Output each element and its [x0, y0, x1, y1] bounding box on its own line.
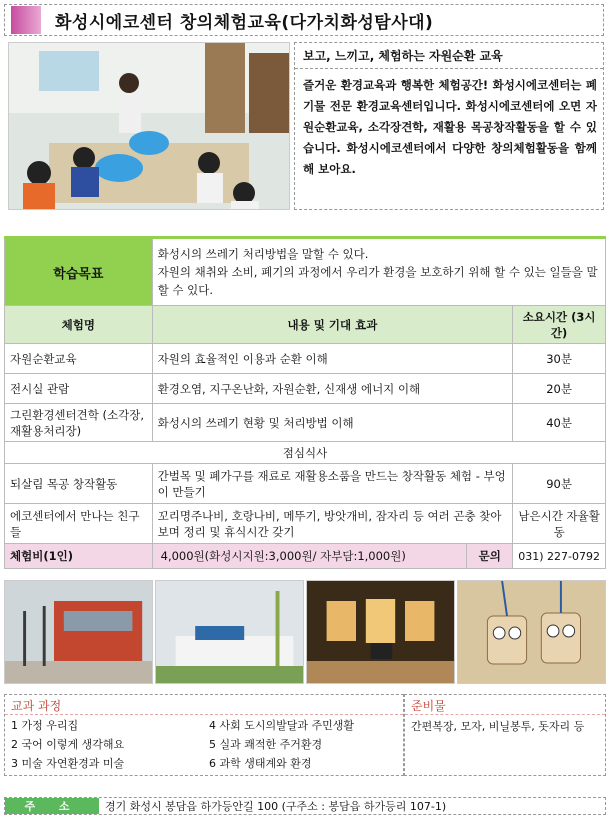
curriculum-item: 1 가정 우리집	[11, 719, 79, 732]
intro-body: 즐거운 환경교육과 행복한 체험공간! 화성시에코센터는 폐기물 전문 환경교육센터입니다. 화성시에코센터에 오면 자원순환교육, 소각장견학, 재활용 목공창작활동을 할 수 있습니다. 화성시에코센터에서 다양한 창의체험활동을 함께 해 보아요.	[303, 78, 597, 176]
prep-title: 준비물	[405, 695, 605, 715]
address-text: 경기 화성시 봉담읍 하가등안길 100 (구주소 : 봉담읍 하가등리 107-1)	[105, 800, 447, 813]
title-accent	[11, 6, 41, 34]
goal-line-1: 화성시의 쓰레기 처리방법을 말할 수 있다.	[157, 247, 369, 261]
row-time: 30분	[513, 344, 606, 374]
owl-craft-photo	[457, 580, 606, 684]
exhibition-hall-photo	[306, 580, 455, 684]
curriculum-box	[4, 694, 404, 776]
curriculum-item: 3 미술 자연환경과 미술	[11, 757, 125, 770]
fee-value: 4,000원(화성시지원:3,000원/ 자부담:1,000원)	[160, 549, 406, 563]
fee-label: 체험비(1인)	[5, 544, 153, 569]
row-name: 자원순환교육	[5, 344, 153, 374]
curriculum-item: 2 국어 이렇게 생각해요	[11, 738, 125, 751]
row-time: 90분	[513, 464, 606, 504]
table-row	[5, 504, 606, 544]
row-time: 남은시간 자율활동	[513, 504, 606, 544]
row-time: 40분	[513, 404, 606, 442]
goal-text	[152, 238, 605, 306]
table-row	[5, 374, 606, 404]
curriculum-item: 5 실과 쾌적한 주거환경	[209, 738, 323, 751]
address-label: 주 소	[5, 798, 99, 814]
header-time: 소요시간 (3시간)	[513, 306, 606, 344]
lunch-row	[5, 442, 606, 464]
row-name: 에코센터에서 만나는 친구들	[5, 504, 153, 544]
lunch-label: 점심식사	[5, 442, 606, 464]
classroom-photo	[8, 42, 290, 210]
title-bar	[4, 4, 604, 36]
fee-cell	[152, 544, 513, 569]
row-content: 화성시의 쓰레기 현황 및 처리방법 이해	[152, 404, 513, 442]
curriculum-item: 4 사회 도시의발달과 주민생활	[209, 719, 354, 732]
row-name: 되살림 목공 창작활동	[5, 464, 153, 504]
phone-number: 031) 227-0792	[513, 544, 606, 569]
table-row	[5, 404, 606, 442]
program-table	[4, 236, 606, 569]
goal-line-2: 자원의 채취와 소비, 폐기의 과정에서 우리가 환경을 보호하기 위해 할 수 있는 일들을 말할 수 있다.	[157, 265, 598, 297]
page-title: 화성시에코센터 창의체험교육(다가치화성탐사대)	[55, 12, 434, 33]
row-content: 간벌목 및 폐가구를 재료로 재활용소품을 만드는 창작활동 체험 - 부엉이 만들기	[152, 464, 513, 504]
intro-heading: 보고, 느끼고, 체험하는 자원순환 교육	[295, 43, 603, 69]
header-name: 체험명	[5, 306, 153, 344]
address-bar	[4, 797, 606, 815]
curriculum-title: 교과 과정	[5, 695, 403, 715]
table-row	[5, 464, 606, 504]
prep-box	[404, 694, 606, 776]
curriculum-list	[5, 715, 403, 773]
curriculum-item: 6 과학 생태계와 환경	[209, 757, 312, 770]
row-time: 20분	[513, 374, 606, 404]
building-photo	[4, 580, 153, 684]
prep-body: 간편복장, 모자, 비닐봉투, 돗자리 등	[411, 720, 585, 733]
goal-row	[5, 238, 606, 306]
row-name: 전시실 관람	[5, 374, 153, 404]
row-content: 자원의 효율적인 이용과 순환 이해	[152, 344, 513, 374]
header-row	[5, 306, 606, 344]
row-name: 그린환경센터견학 (소각장,재활용처리장)	[5, 404, 153, 442]
fee-row	[5, 544, 606, 569]
intro-box	[294, 42, 604, 210]
row-content: 꼬리명주나비, 호랑나비, 메뚜기, 방앗개비, 잠자리 등 여러 곤충 찾아보며 정리 및 휴식시간 갖기	[152, 504, 513, 544]
row-content: 환경오염, 지구온난화, 자원순환, 신재생 에너지 이해	[152, 374, 513, 404]
inquiry-label: 문의	[466, 544, 512, 568]
table-row	[5, 344, 606, 374]
header-content: 내용 및 기대 효과	[152, 306, 513, 344]
center-exterior-photo	[155, 580, 304, 684]
goal-label: 학습목표	[5, 238, 153, 306]
photo-strip	[4, 580, 606, 684]
